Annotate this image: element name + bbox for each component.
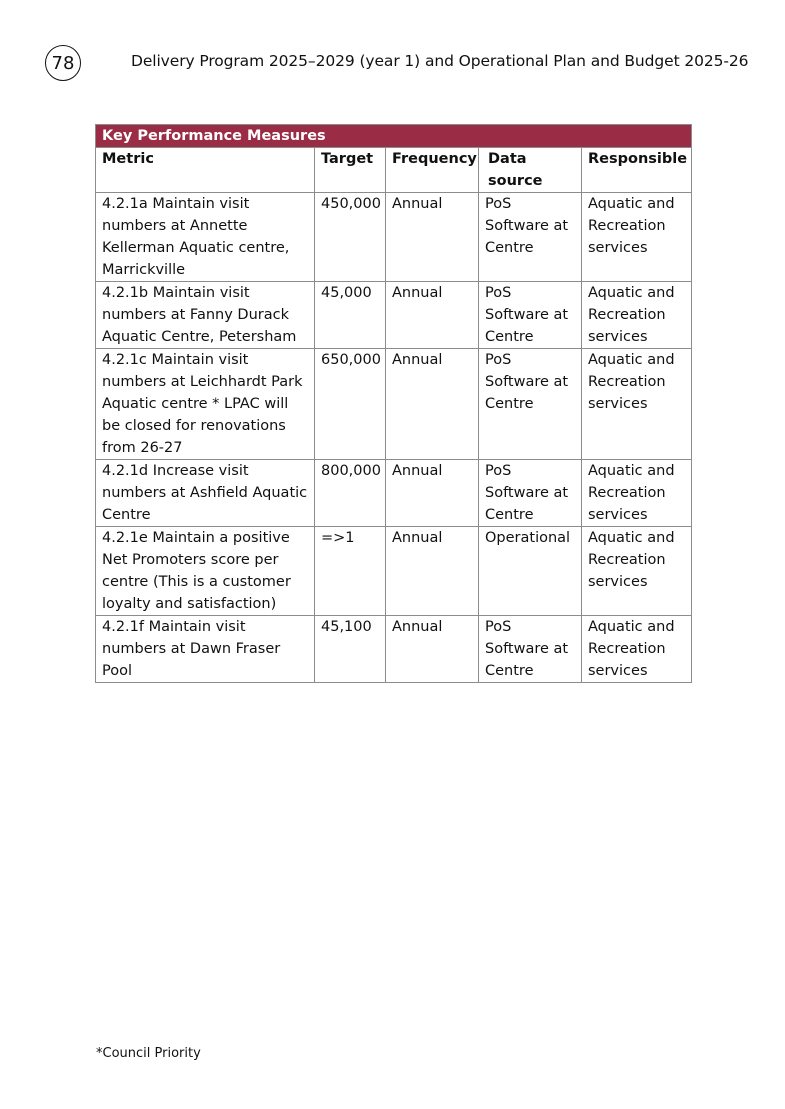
data-source-cell: Operational	[479, 527, 582, 616]
page-number-text: 78	[51, 52, 75, 74]
column-header-data-source-label: Data source	[488, 151, 543, 189]
page-number	[45, 45, 81, 81]
column-header-data-source	[479, 148, 582, 193]
target-cell: 650,000	[315, 349, 386, 460]
table-row	[96, 616, 692, 683]
target-cell: 450,000	[315, 193, 386, 282]
target-cell: 45,100	[315, 616, 386, 683]
frequency-cell: Annual	[386, 527, 479, 616]
data-source-cell: PoS Software at Centre	[479, 282, 582, 349]
target-cell: =>1	[315, 527, 386, 616]
footnote: *Council Priority	[96, 1046, 201, 1061]
frequency-cell: Annual	[386, 349, 479, 460]
table-row	[96, 349, 692, 460]
responsible-cell: Aquatic and Recreation services	[582, 527, 692, 616]
column-header-responsible: Responsible	[582, 148, 692, 193]
frequency-cell: Annual	[386, 616, 479, 683]
column-header-metric: Metric	[96, 148, 315, 193]
table-row	[96, 460, 692, 527]
frequency-cell: Annual	[386, 460, 479, 527]
metric-cell: 4.2.1b Maintain visit numbers at Fanny Durack Aquatic Centre, Petersham	[96, 282, 315, 349]
key-performance-measures-table	[95, 124, 692, 683]
data-source-cell: PoS Software at Centre	[479, 460, 582, 527]
table-row	[96, 193, 692, 282]
table-row	[96, 282, 692, 349]
page-header-title: Delivery Program 2025–2029 (year 1) and Operational Plan and Budget 2025-26	[131, 52, 749, 70]
table-row	[96, 527, 692, 616]
responsible-cell: Aquatic and Recreation services	[582, 616, 692, 683]
frequency-cell: Annual	[386, 193, 479, 282]
data-source-cell: PoS Software at Centre	[479, 349, 582, 460]
column-header-frequency: Frequency	[386, 148, 479, 193]
data-source-cell: PoS Software at Centre	[479, 193, 582, 282]
metric-cell: 4.2.1c Maintain visit numbers at Leichhardt Park Aquatic centre * LPAC will be closed for renovations from 26-27	[96, 349, 315, 460]
responsible-cell: Aquatic and Recreation services	[582, 349, 692, 460]
responsible-cell: Aquatic and Recreation services	[582, 460, 692, 527]
target-cell: 45,000	[315, 282, 386, 349]
metric-cell: 4.2.1e Maintain a positive Net Promoters score per centre (This is a customer loyalty and satisfaction)	[96, 527, 315, 616]
frequency-cell: Annual	[386, 282, 479, 349]
metric-cell: 4.2.1a Maintain visit numbers at Annette Kellerman Aquatic centre, Marrickville	[96, 193, 315, 282]
metric-cell: 4.2.1d Increase visit numbers at Ashfield Aquatic Centre	[96, 460, 315, 527]
target-cell: 800,000	[315, 460, 386, 527]
table-caption: Key Performance Measures	[96, 125, 692, 148]
column-header-target: Target	[315, 148, 386, 193]
metric-cell: 4.2.1f Maintain visit numbers at Dawn Fraser Pool	[96, 616, 315, 683]
responsible-cell: Aquatic and Recreation services	[582, 193, 692, 282]
data-source-cell: PoS Software at Centre	[479, 616, 582, 683]
responsible-cell: Aquatic and Recreation services	[582, 282, 692, 349]
